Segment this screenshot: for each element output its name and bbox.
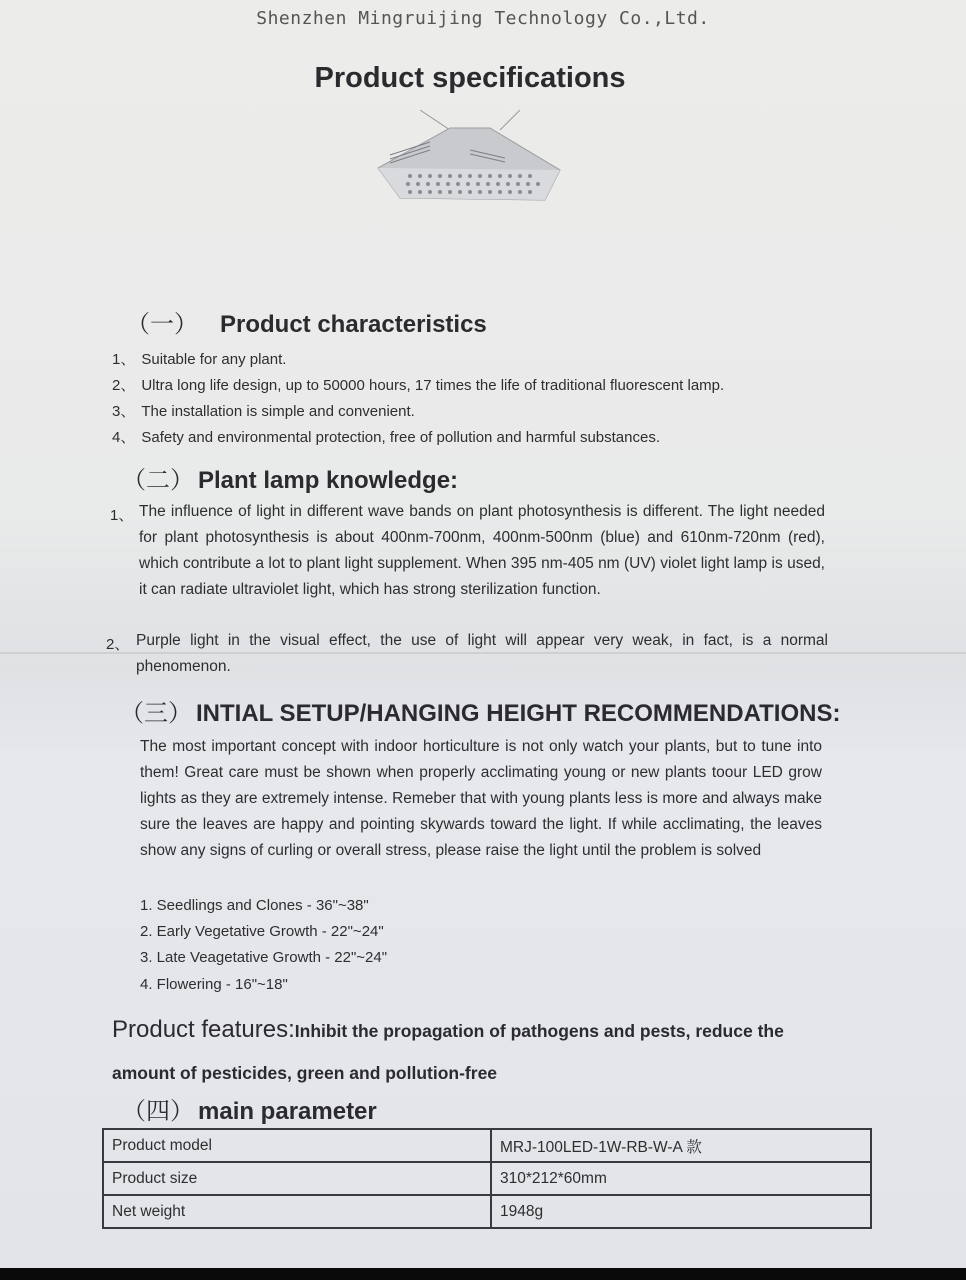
param-value: 1948g [491,1195,871,1228]
list-item: The influence of light in different wave bands on plant photosynthesis is different. The light needed for plant photosynthesis is about 400nm-700nm, 400nm-500nm (blue) and 610nm-720nm (red), which contribute a lot to plant light supplement. When 395 nm-405 nm (UV) violet light lamp is used, it can radiate ultraviolet light, which has strong sterilization function. [139,503,825,598]
section-heading-parameter: （四） main parameter [122,1098,377,1125]
section-heading-setup: （三） INTIAL SETUP/HANGING HEIGHT RECOMMENDATIONS: [120,700,841,727]
setup-paragraph: The most important concept with indoor horticulture is not only watch your plants, but to tune into them! Great care must be shown when properly acclimating young or new plants toour LED grow lights as they are extremely intense. Remeber that with young plants less is more and always make sure the leaves are happy and pointing skywards toward the light. If while acclimating, the leaves show any signs of curling or overall stress, please raise the light until the problem is solved [140,738,822,859]
height-item: 1. Seedlings and Clones - 36"~38" [140,897,369,914]
list-item: 3、 The installation is simple and convenient. [112,403,415,420]
parameter-table [102,1128,872,1229]
param-label: Product model [103,1129,491,1162]
list-item: 2、 Ultra long life design, up to 50000 hours, 17 times the life of traditional fluorescent lamp. [112,377,725,394]
table-row [103,1129,871,1162]
param-label: Product size [103,1162,491,1195]
table-row [103,1162,871,1195]
list-item: Purple light in the visual effect, the use of light will appear very weak, in fact, is a normal phenomenon. [136,632,828,675]
height-item: 3. Late Veagetative Growth - 22"~24" [140,949,388,966]
list-number: 1、 [110,507,134,524]
param-value: 310*212*60mm [491,1162,871,1195]
company-name: Shenzhen Mingruijing Technology Co.,Ltd. [256,8,710,29]
product-features [112,1010,824,1095]
list-number: 2、 [106,636,130,653]
features-label: Product features: [112,1016,295,1043]
height-item: 4. Flowering - 16"~18" [140,976,288,993]
list-item: 4、 Safety and environmental protection, free of pollution and harmful substances. [112,429,660,446]
page-title: Product specifications [314,62,626,94]
section-heading-knowledge: （二） Plant lamp knowledge: [122,467,459,494]
param-label: Net weight [103,1195,491,1228]
list-item: 1、 Suitable for any plant. [112,351,287,368]
grow-light-image [370,110,570,205]
photo-edge [0,1268,966,1280]
param-value: MRJ-100LED-1W-RB-W-A 款 [491,1129,871,1162]
table-row [103,1195,871,1228]
section-heading-characteristics: （一） Product characteristics [126,311,487,338]
features-text: Inhibit the propagation of pathogens and pests, reduce the amount of pesticides, green and pollution-free [112,1021,784,1083]
height-item: 2. Early Vegetative Growth - 22"~24" [140,923,384,940]
